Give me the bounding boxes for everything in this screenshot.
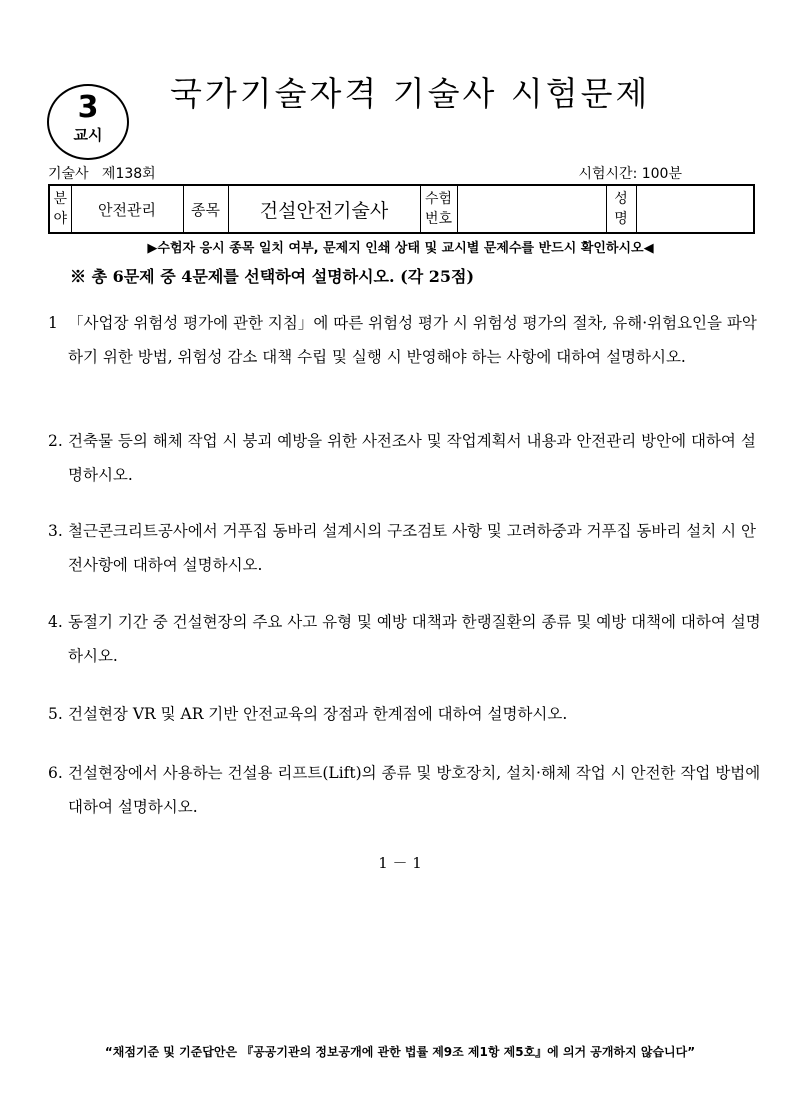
question-text: 건설현장에서 사용하는 건설용 리프트(Lift)의 종류 및 방호장치, 설치·해체 작업 시 안전한 작업 방법에 대하여 설명하시오. bbox=[68, 764, 761, 816]
name-label-top: 성 bbox=[614, 191, 628, 207]
session-label: 교시 bbox=[73, 126, 103, 144]
category-label: 종목 bbox=[183, 185, 228, 233]
question-number: 4. bbox=[48, 613, 63, 631]
field-label-bottom: 야 bbox=[53, 211, 68, 227]
field-label-top: 분 bbox=[53, 191, 68, 207]
field-value: 안전관리 bbox=[71, 185, 183, 233]
exam-time: 시험시간: 100분 bbox=[578, 166, 682, 182]
question-text: 철근콘크리트공사에서 거푸집 동바리 설계시의 구조검토 사항 및 고려하중과 거푸집 동바리 설치 시 안전사항에 대하여 설명하시오. bbox=[68, 522, 756, 574]
question-number: 6. bbox=[48, 764, 63, 782]
question-text: 「사업장 위험성 평가에 관한 지침」에 따른 위험성 평가 시 위험성 평가의 절차, 유해·위험요인을 파악하기 위한 방법, 위험성 감소 대책 수립 및 실행 시 반영해야 하는 사항에 대하여 설명하시오. bbox=[68, 314, 757, 366]
exam-number-label bbox=[420, 185, 457, 233]
name-label bbox=[606, 185, 636, 233]
name-field[interactable] bbox=[636, 185, 754, 233]
session-number: 3 bbox=[77, 90, 99, 125]
page-title: 국가기술자격 기술사 시험문제 bbox=[170, 74, 651, 113]
footer-disclaimer: “채점기준 및 기준답안은 『공공기관의 정보공개에 관한 법률 제9조 제1항 제5호』에 의거 공개하지 않습니다” bbox=[104, 1045, 696, 1059]
question-number: 5. bbox=[48, 705, 63, 723]
field-label bbox=[49, 185, 71, 233]
question-number: 3. bbox=[48, 522, 63, 540]
session-badge bbox=[47, 84, 129, 160]
category-value: 건설안전기술사 bbox=[228, 185, 420, 233]
question-text: 건설현장 VR 및 AR 기반 안전교육의 장점과 한계점에 대하여 설명하시오. bbox=[68, 705, 568, 723]
exam-number-field[interactable] bbox=[457, 185, 606, 233]
exam-number-label-bottom: 번호 bbox=[424, 211, 453, 227]
question-text: 건축물 등의 해체 작업 시 붕괴 예방을 위한 사전조사 및 작업계획서 내용과 안전관리 방안에 대하여 설명하시오. bbox=[68, 432, 756, 484]
instruction: ※ 총 6문제 중 4문제를 선택하여 설명하시오. (각 25점) bbox=[70, 267, 475, 286]
question-number: 1 bbox=[48, 314, 58, 332]
question-number: 2. bbox=[48, 432, 63, 450]
check-notice: ▶수험자 응시 종목 일치 여부, 문제지 인쇄 상태 및 교시별 문제수를 반드시 확인하시오◀ bbox=[147, 241, 654, 256]
question-text: 동절기 기간 중 건설현장의 주요 사고 유형 및 예방 대책과 한랭질환의 종류 및 예방 대책에 대하여 설명하시오. bbox=[68, 613, 761, 665]
exam-number-label-top: 수험 bbox=[424, 191, 453, 207]
exam-round: 기술사 제138회 bbox=[48, 166, 156, 182]
name-label-bottom: 명 bbox=[614, 211, 628, 227]
page-number: 1 － 1 bbox=[378, 854, 422, 872]
info-table bbox=[48, 184, 755, 234]
